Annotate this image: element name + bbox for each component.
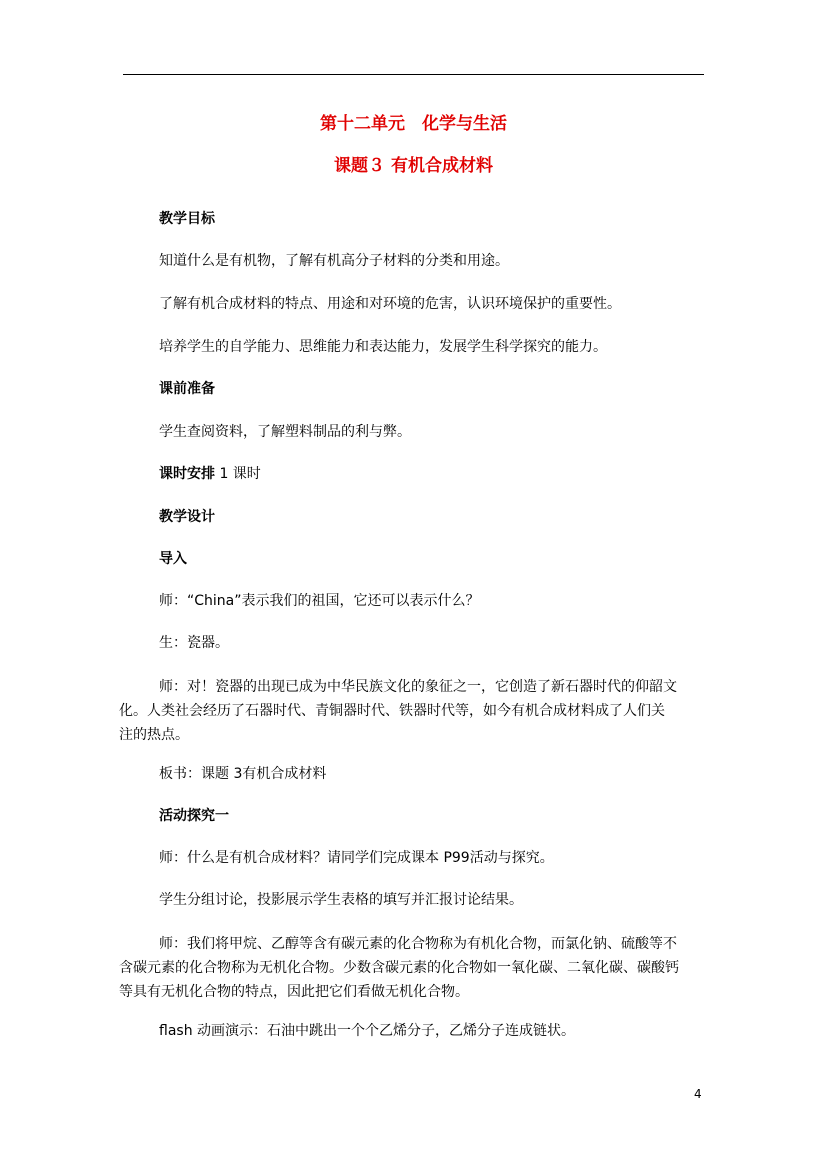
schedule-heading: 课时安排 xyxy=(159,466,215,482)
intro-heading: 导入 xyxy=(159,551,187,567)
teacher-paragraph-2-line-3: 等具有无机化合物的特点，因此把它们看做无机化合物。 xyxy=(119,984,469,1000)
schedule-line xyxy=(159,465,261,483)
flash-demo-text: flash 动画演示：石油中跳出一个个乙烯分子，乙烯分子连成链状。 xyxy=(159,1023,576,1039)
goals-heading: 教学目标 xyxy=(159,211,215,227)
lesson-title: 课题３ 有机合成材料 xyxy=(334,156,493,176)
design-heading: 教学设计 xyxy=(159,509,215,525)
teacher-paragraph-1-line-2: 化。人类社会经历了石器时代、青铜器时代、铁器时代等，如今有机合成材料成了人们关 xyxy=(119,703,665,719)
teacher-paragraph-1-line-1: 师：对！瓷器的出现已成为中华民族文化的象征之一，它创造了新石器时代的仰韶文 xyxy=(159,679,677,695)
activity-heading: 活动探究一 xyxy=(159,808,229,824)
goal-1: 知道什么是有机物，了解有机高分子材料的分类和用途。 xyxy=(159,253,509,269)
schedule-text: 1 课时 xyxy=(215,466,261,482)
prep-text: 学生查阅资料，了解塑料制品的利与弊。 xyxy=(159,424,411,440)
header-rule xyxy=(123,74,704,75)
page-number: 4 xyxy=(694,1087,702,1101)
goal-3: 培养学生的自学能力、思维能力和表达能力，发展学生科学探究的能力。 xyxy=(159,339,607,355)
group-discussion-text: 学生分组讨论，投影展示学生表格的填写并汇报讨论结果。 xyxy=(159,892,523,908)
goal-2: 了解有机合成材料的特点、用途和对环境的危害，认识环境保护的重要性。 xyxy=(159,296,621,312)
prep-heading: 课前准备 xyxy=(159,381,215,397)
student-answer-1: 生：瓷器。 xyxy=(159,635,229,651)
teacher-paragraph-1-line-3: 注的热点。 xyxy=(119,727,189,743)
unit-title: 第十二单元 化学与生活 xyxy=(320,114,507,134)
teacher-question-1: 师：“China”表示我们的祖国，它还可以表示什么？ xyxy=(159,593,480,609)
teacher-paragraph-2-line-1: 师：我们将甲烷、乙醇等含有碳元素的化合物称为有机化合物，而氯化钠、硫酸等不 xyxy=(159,936,677,952)
teacher-paragraph-1 xyxy=(119,675,704,747)
teacher-paragraph-2-line-2: 含碳元素的化合物称为无机化合物。少数含碳元素的化合物如一氧化碳、二氧化碳、碳酸钙 xyxy=(119,960,679,976)
teacher-paragraph-2 xyxy=(119,932,704,1004)
teacher-question-2: 师：什么是有机合成材料？请同学们完成课本 P99活动与探究。 xyxy=(159,850,554,866)
board-text: 板书：课题 3有机合成材料 xyxy=(159,766,327,782)
